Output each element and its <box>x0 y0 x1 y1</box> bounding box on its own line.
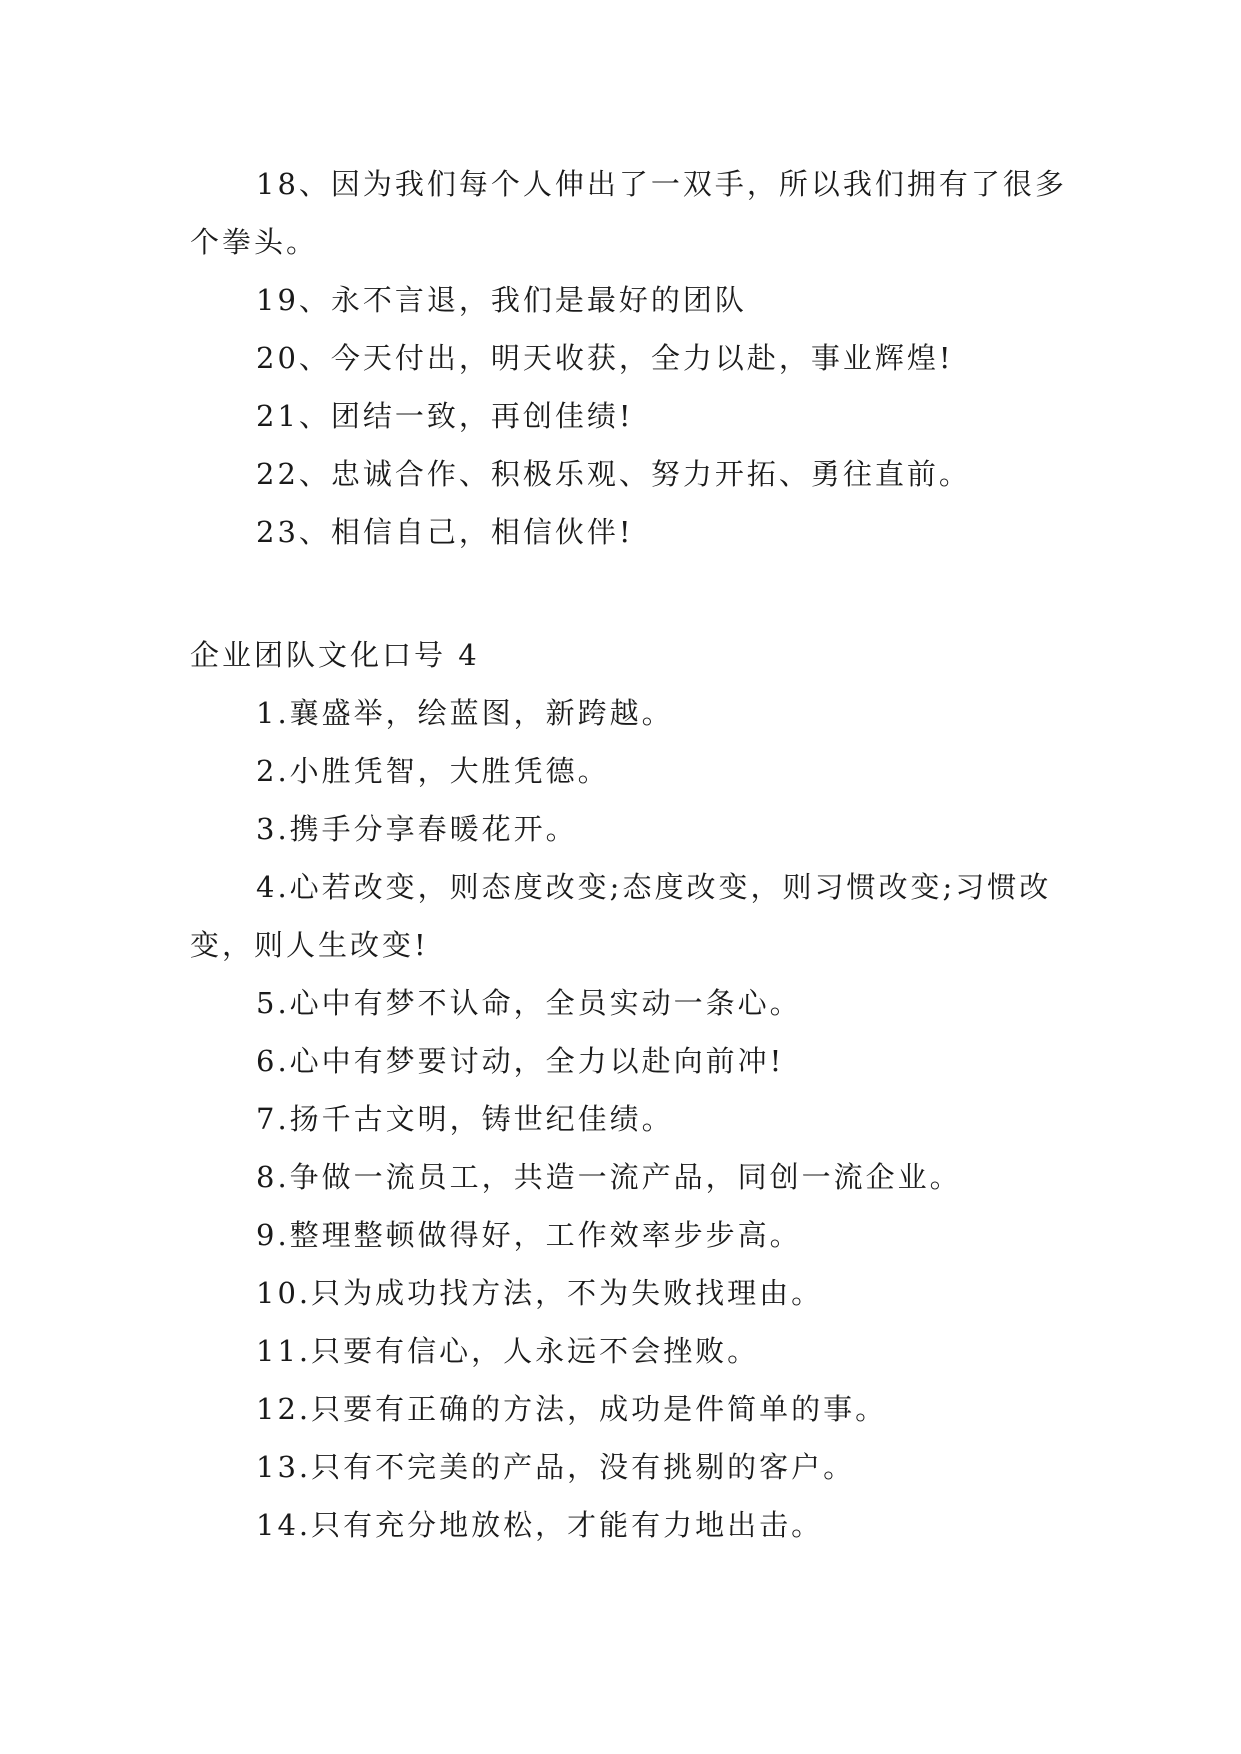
list-item: 3.携手分享春暖花开。 <box>256 812 578 846</box>
list-item: 9.整理整顿做得好，工作效率步步高。 <box>256 1218 802 1252</box>
list-item: 2.小胜凭智，大胜凭德。 <box>256 754 610 788</box>
slogan-section-4 <box>190 626 1070 1554</box>
list-item: 5.心中有梦不认命，全员实动一条心。 <box>256 986 802 1020</box>
list-item: 7.扬千古文明，铸世纪佳绩。 <box>256 1102 674 1136</box>
list-item: 20、今天付出，明天收获，全力以赴，事业辉煌! <box>256 341 954 375</box>
list-item: 4.心若改变，则态度改变;态度改变，则习惯改变;习惯改变，则人生改变! <box>190 870 1052 962</box>
slogan-list-continued <box>190 155 1070 561</box>
list-item: 23、相信自己，相信伙伴! <box>256 515 634 549</box>
section-title: 企业团队文化口号 4 <box>190 638 480 672</box>
list-item: 1.襄盛举，绘蓝图，新跨越。 <box>256 696 674 730</box>
list-item: 13.只有不完美的产品，没有挑剔的客户。 <box>256 1450 856 1484</box>
list-item: 10.只为成功找方法，不为失败找理由。 <box>256 1276 824 1310</box>
list-item: 14.只有充分地放松，才能有力地出击。 <box>256 1508 824 1542</box>
list-item: 21、团结一致，再创佳绩! <box>256 399 634 433</box>
list-item: 8.争做一流员工，共造一流产品，同创一流企业。 <box>256 1160 962 1194</box>
list-item: 6.心中有梦要讨动，全力以赴向前冲! <box>256 1044 785 1078</box>
list-item: 12.只要有正确的方法，成功是件简单的事。 <box>256 1392 888 1426</box>
list-item: 22、忠诚合作、积极乐观、努力开拓、勇往直前。 <box>256 457 971 491</box>
list-item: 11.只要有信心，人永远不会挫败。 <box>256 1334 760 1368</box>
list-item: 19、永不言退，我们是最好的团队 <box>256 283 747 317</box>
list-item: 18、因为我们每个人伸出了一双手，所以我们拥有了很多个拳头。 <box>190 167 1067 259</box>
